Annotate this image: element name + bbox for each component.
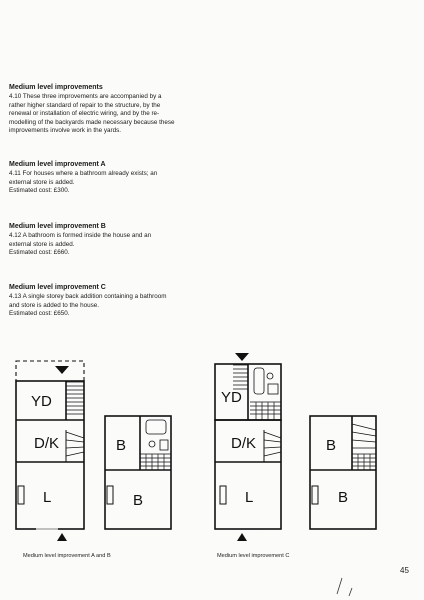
body-line: external store is added. [9, 178, 75, 186]
body-line: 4.12 A bathroom is formed inside the house and an [9, 232, 152, 239]
fireplace [107, 486, 113, 504]
pen-mark [337, 578, 352, 596]
room-label-yard: YD [31, 393, 52, 410]
room-label-bedroom: B [133, 492, 144, 509]
body-line: Estimated cost: £650. [9, 310, 70, 318]
body-line: and store is added to the house. [9, 301, 99, 309]
arrow-up-icon [57, 533, 67, 541]
body-line: 4.13 A single storey back addition containing a bathroom [9, 293, 167, 300]
section-heading: Medium level improvement B [9, 223, 106, 230]
external-store-outline [16, 361, 84, 381]
room-label-living: L [43, 489, 52, 506]
bathroom-fittings [254, 368, 278, 394]
arrow-down-icon [55, 366, 69, 374]
fireplace [18, 486, 24, 504]
bathroom-fittings [146, 420, 168, 450]
staircase [352, 424, 376, 470]
first-floor-outline [310, 416, 376, 529]
fireplace [312, 486, 318, 504]
body-line: modelling of the backyards made necessary because these [9, 118, 175, 126]
room-label-yard: YD [221, 389, 242, 406]
body-line: Estimated cost: £300. [9, 187, 70, 195]
page-number: 45 [400, 566, 409, 575]
caption-improvement-c: Medium level improvement C [217, 553, 290, 559]
plan-ab-first-floor [105, 416, 171, 529]
section-heading: Medium level improvements [9, 84, 103, 91]
body-line: 4.10 These three improvements are accompanied by a [9, 93, 162, 100]
arrow-up-icon [237, 533, 247, 541]
plan-c-first-floor [310, 416, 376, 529]
body-line: 4.11 For houses where a bathroom already exists; an [9, 170, 158, 177]
room-label-bedroom: B [338, 489, 349, 506]
arrow-down-icon [235, 353, 249, 361]
body-line: Estimated cost: £660. [9, 249, 70, 257]
section-heading: Medium level improvement C [9, 284, 106, 291]
room-label-living: L [245, 489, 254, 506]
fireplace [220, 486, 226, 504]
first-floor-outline [105, 416, 171, 529]
room-label-bedroom: B [116, 437, 127, 454]
body-line: external store is added. [9, 240, 75, 248]
staircase [140, 454, 171, 470]
section-heading: Medium level improvement A [9, 161, 106, 168]
body-line: rather higher standard of repair to the structure, by the [9, 101, 161, 109]
room-label-dining-kitchen: D/K [34, 435, 60, 452]
body-line: renewal or installation of electric wiring, and by the re- [9, 110, 160, 118]
staircase [66, 382, 84, 456]
caption-improvement-ab: Medium level improvement A and B [23, 553, 111, 559]
room-label-dining-kitchen: D/K [231, 435, 257, 452]
body-line: improvements involve work in the yards. [9, 127, 121, 135]
room-label-bedroom: B [326, 437, 337, 454]
